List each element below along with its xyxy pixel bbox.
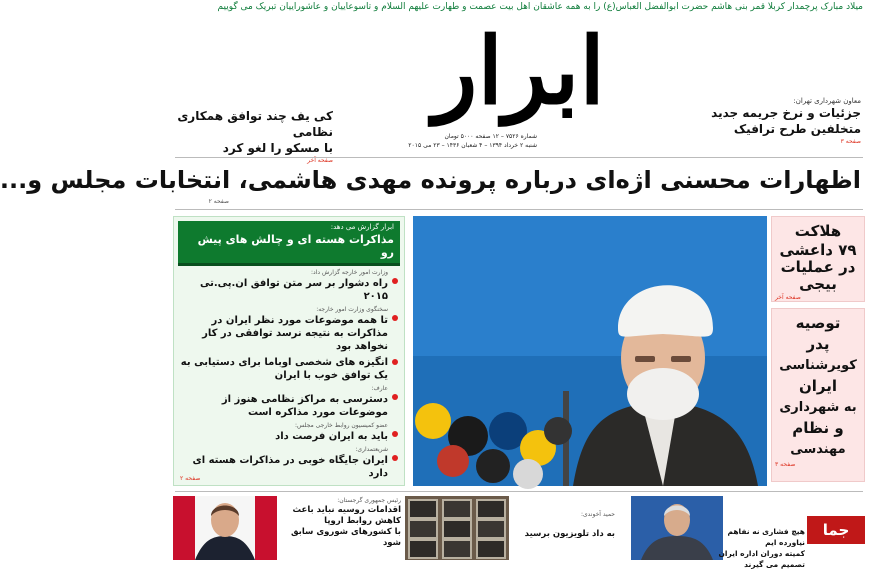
box-title[interactable]: مذاکرات هسته ای و چالش های پیش رو: [178, 231, 400, 266]
bottom-story-tv[interactable]: [405, 496, 619, 560]
issue-date: شنبه ۲ خرداد ۱۳۹۴ – ۴ شعبان ۱۴۳۶ – ۲۳ می ۲۰۱۵: [408, 142, 537, 149]
right-column: [771, 216, 865, 486]
bullet-icon: [392, 315, 398, 321]
main-headline[interactable]: اظهارات محسنی اژه‌ای درباره پرونده مهدی هاشمی، انتخابات مجلس و...: [0, 166, 861, 194]
item-headline: با کشورهای شوروی سابق شود: [290, 527, 401, 548]
item-headline: باید به ایران فرصت داد: [275, 431, 388, 442]
box-line: هلاکت: [794, 222, 842, 240]
item-kicker: عارف:: [371, 385, 388, 392]
story-box-desert[interactable]: [771, 308, 865, 482]
box-kicker: ابرار گزارش می دهد:: [178, 221, 400, 231]
page-ref: صفحه ۲: [180, 475, 201, 482]
list-item[interactable]: [178, 446, 398, 480]
item-headline: تا همه موضوعات مورد نظر ایران در مذاکرات به نتیجه نرسد توافقی در کار نخواهد بود: [202, 315, 388, 352]
side-kicker: معاون شهرداری تهران:: [793, 97, 861, 105]
item-headline: کاهش روابط اروپا: [324, 516, 401, 526]
list-item[interactable]: [178, 356, 398, 382]
story-box-isis[interactable]: [771, 216, 865, 302]
item-kicker: شریعتمداری:: [355, 446, 388, 453]
list-item[interactable]: [178, 269, 398, 303]
issue-number: شماره ۷۵۲۶ – ۱۲ صفحه ۵۰۰۰ تومان: [444, 133, 537, 140]
item-kicker: سخنگوی وزارت امور خارجه:: [316, 306, 388, 313]
bottom-story-text: [515, 496, 615, 540]
bottom-strip: [169, 494, 869, 569]
bullet-icon: [392, 455, 398, 461]
box-line: در عملیات: [780, 258, 856, 276]
divider: [175, 491, 863, 492]
page-ref: صفحه آخر: [775, 294, 801, 301]
box-line: ایران: [798, 377, 838, 395]
top-announcement: میلاد مبارک پرچمدار کربلا قمر بنی هاشم حضرت ابوالفضل العباس(ع) را به همه عاشقان اهل بیت عصمت و طهارت علیهم السلام و تاسوعاییان و عاشوراییان تبریک می گوییم: [217, 2, 863, 12]
side-story-right[interactable]: [671, 97, 861, 145]
newspaper-logo: ابرار: [433, 17, 605, 125]
item-headline: ایران جایگاه خوبی در مذاکرات هسته ای دارد: [192, 455, 388, 479]
box-line: توصیه: [795, 314, 841, 332]
item-kicker: عضو کمیسیون روابط خارجی مجلس:: [294, 422, 388, 429]
side-headline-line: با مسکو را لغو کرد: [222, 141, 333, 155]
bullet-icon: [392, 278, 398, 284]
nuclear-talks-box: [173, 216, 405, 486]
side-headline-line: متخلفین طرح ترافیک: [733, 122, 861, 136]
box-line: مهندسی: [790, 442, 846, 457]
box-line: کویرشناسی: [779, 358, 857, 373]
box-line: به شهرداری: [779, 400, 857, 415]
item-headline: انگیزه های شخصی اوباما برای دستیابی به یک توافق خوب با ایران: [180, 357, 388, 381]
bottom-story-georgia[interactable]: [173, 496, 405, 560]
headline-page-ref: صفحه ۲: [208, 198, 229, 205]
side-story-left[interactable]: [173, 108, 333, 164]
box-line: بیجی: [799, 275, 837, 293]
news-list: [174, 266, 404, 480]
item-headline: هیچ فشاری نه نفاهم نیاورده ایم: [727, 527, 805, 547]
list-item[interactable]: [178, 422, 398, 443]
item-headline: کمیته دوران اداره ایران تصمیم می گیرند: [718, 549, 805, 569]
lead-photo[interactable]: [413, 216, 767, 486]
item-kicker: وزارت امور خارجه گزارش داد:: [311, 269, 388, 276]
box-line: پدر: [806, 335, 830, 353]
president-photo-icon: [173, 496, 277, 560]
bullet-icon: [392, 359, 398, 365]
page-ref: صفحه ۳: [775, 461, 796, 468]
item-kicker: حمید آخوندی:: [580, 511, 615, 518]
bottom-story-text: [705, 496, 805, 570]
item-headline: راه دشوار بر سر متن توافق ان.پی.تی ۲۰۱۵: [199, 278, 388, 302]
item-headline: به داد تلویزیون برسید: [524, 529, 615, 539]
box-line: و نظام: [792, 419, 844, 437]
item-headline: اقدامات روسیه نباید باعث: [292, 505, 401, 515]
side-headline-line: کی یف چند توافق همکاری نظامی: [177, 109, 333, 139]
side-headline-line: جزئیات و نرخ جریمه جدید: [711, 106, 861, 120]
jama-stamp: جما: [807, 516, 865, 544]
bullet-icon: [392, 394, 398, 400]
bottom-story-text: [277, 496, 401, 549]
list-item[interactable]: [178, 306, 398, 353]
list-item[interactable]: [178, 385, 398, 419]
divider: [175, 209, 863, 210]
bottom-story-minister[interactable]: [631, 496, 865, 569]
bullet-icon: [392, 431, 398, 437]
page-ref: صفحه ۳: [840, 138, 861, 145]
box-line: ۷۹ داعشی: [779, 241, 857, 259]
page-ref: صفحه آخر: [307, 157, 333, 164]
cleric-photo-icon: [413, 216, 767, 486]
divider: [175, 157, 863, 158]
item-headline: دسترسی به مراکز نظامی هنوز از موضوعات مورد مذاکره است: [221, 394, 388, 418]
item-kicker: رئیس جمهوری گرجستان:: [337, 497, 401, 504]
issue-info: [407, 132, 537, 150]
televisions-photo-icon: [405, 496, 509, 560]
